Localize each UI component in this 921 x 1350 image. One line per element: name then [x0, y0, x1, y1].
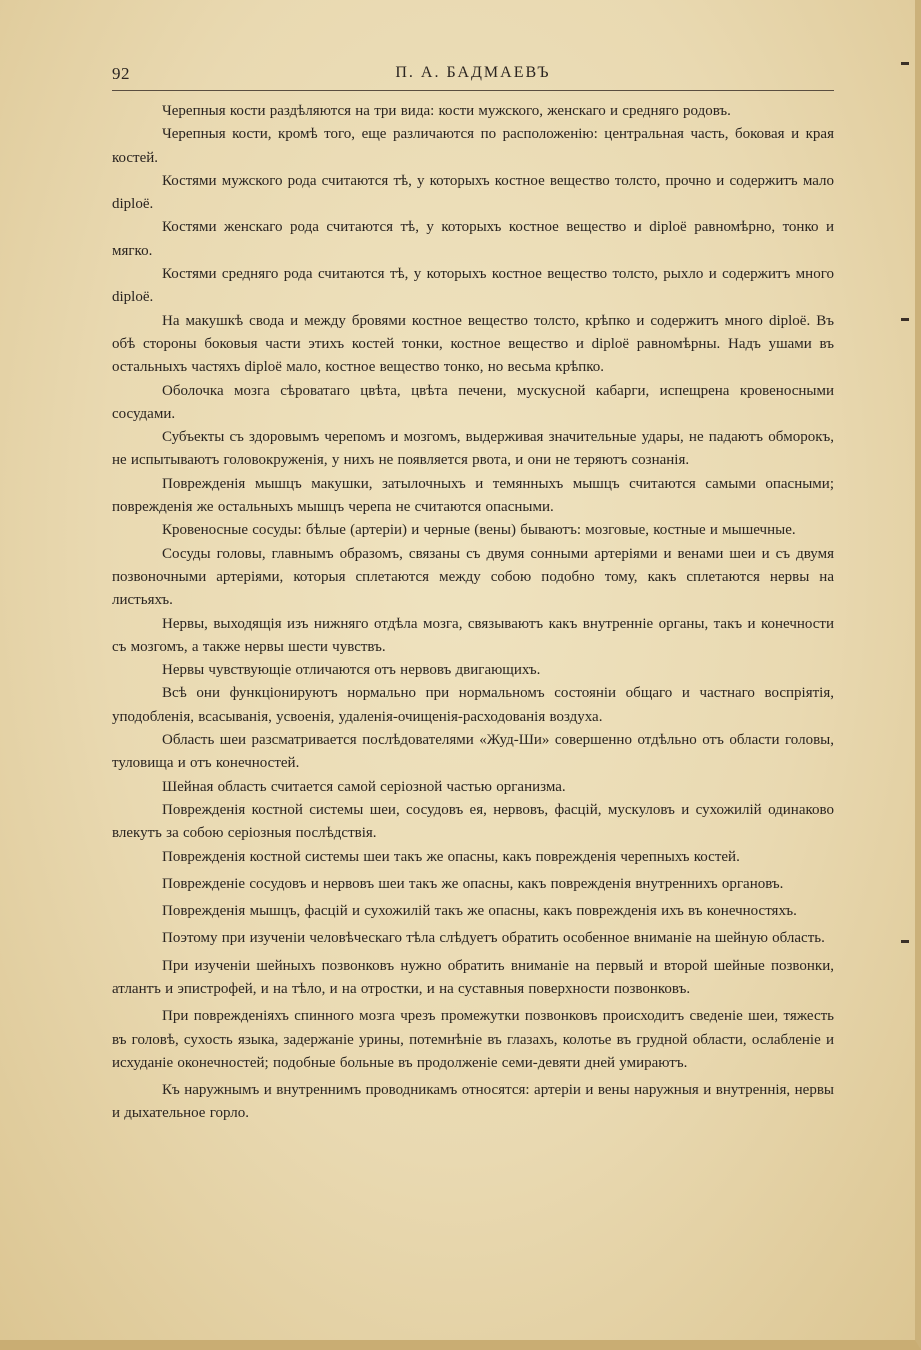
paragraph: Костями средняго рода считаются тѣ, у которыхъ костное вещество толсто, рыхло и содержитъ много diploё. [112, 266, 834, 306]
paragraph: Нервы, выходящія изъ нижняго отдѣла мозга, связываютъ какъ внутренніе органы, такъ и конечности съ мозгомъ, а также нервы шести чувствъ. [112, 615, 834, 655]
paragraph: Поврежденія мышцъ, фасцій и сухожилій такъ же опасны, какъ поврежденія ихъ въ конечностяхъ. [162, 903, 797, 920]
paragraph: Нервы чувствующіе отличаются отъ нервовъ двигающихъ. [162, 662, 541, 679]
paragraph: Костями мужского рода считаются тѣ, у которыхъ костное вещество толсто, прочно и содержитъ мало diploё. [112, 172, 834, 213]
body-text [112, 100, 834, 1126]
paragraph: Шейная область считается самой серіозной частью организма. [162, 778, 566, 795]
paragraph: Къ наружнымъ и внутреннимъ проводникамъ относятся: артеріи и вены наружныя и внутреннія, нервы и дыхательное горло. [112, 1082, 834, 1122]
page-header [112, 60, 834, 90]
paragraph: Поврежденіе сосудовъ и нервовъ шеи такъ же опасны, какъ поврежденія внутреннихъ органовъ. [162, 875, 784, 892]
paragraph: При поврежденіяхъ спинного мозга чрезъ промежутки позвонковъ происходитъ сведеніе шеи, тяжесть въ головѣ, сухость языка, задержаніе урины, потемнѣніе въ глазахъ, колотье въ грудной области, ослабленіе и исхуданіе оконечностей; подобные больные въ продолженіе семи-девяти дней умираютъ. [112, 1008, 834, 1071]
paragraph: Костями женскаго рода считаются тѣ, у которыхъ костное вещество и diploё равномѣрно, тонко и мягко. [112, 219, 834, 259]
paragraph: Оболочка мозга сѣроватаго цвѣта, цвѣта печени, мускусной кабарги, испещрена кровеносными сосудами. [112, 382, 834, 422]
paragraph: Черепныя кости, кромѣ того, еще различаются по расположенію: центральная часть, боковая и края костей. [112, 126, 834, 166]
running-head: П. А. БАДМАЕВЪ [395, 64, 551, 81]
paragraph: Поврежденія мышцъ макушки, затылочныхъ и темянныхъ мышцъ считаются самыми опасными; поврежденія же остальныхъ мышцъ черепа не считаются опасными. [112, 475, 834, 516]
paragraph: Кровеносные сосуды: бѣлые (артеріи) и черные (вены) бываютъ: мозговые, костные и мышечные. [162, 522, 796, 539]
paragraph: Всѣ они функціонируютъ нормально при нормальномъ состояніи общаго и частнаго воспріятія, уподобленія, всасыванія, усвоенія, удаленія-очищенія-расходованія воздуха. [112, 685, 834, 725]
paragraph: Поврежденія костной системы шеи, сосудовъ ея, нервовъ, фасцій, мускуловъ и сухожилій одинаково влекутъ за собою серіозныя послѣдствія. [112, 801, 834, 842]
paragraph: При изученіи шейныхъ позвонковъ нужно обратить вниманіе на первый и второй шейные позвонки, атлантъ и эпистрофей, и на тѣло, и на отростки, и на суставныя поверхности позвонковъ. [112, 957, 834, 997]
paragraph: На макушкѣ свода и между бровями костное вещество толсто, крѣпко и содержитъ много diploё. Въ обѣ стороны боковыя части этихъ костей тонки, костное вещество и diploё равномѣрны. Надъ ушами въ остальныхъ частяхъ diploё мало, костное вещество тонко, но весьма крѣпко. [112, 312, 834, 376]
paragraph: Поэтому при изученіи человѣческаго тѣла слѣдуетъ обратить особенное вниманіе на шейную область. [162, 930, 825, 947]
paragraph: Черепныя кости раздѣляются на три вида: кости мужского, женскаго и средняго родовъ. [162, 103, 731, 119]
page-edge-mark [901, 940, 909, 943]
page-number: 92 [112, 64, 130, 83]
page-edge-mark [901, 62, 909, 65]
paragraph: Область шеи разсматривается послѣдователями «Жуд-Ши» совершенно отдѣльно отъ области головы, туловища и отъ конечностей. [112, 732, 834, 772]
paragraph: Субъекты съ здоровымъ черепомъ и мозгомъ, выдерживая значительные удары, не падаютъ обморокъ, не испытываютъ головокруженія, у нихъ не появляется рвота, и они не теряютъ сознанія. [112, 429, 834, 469]
paragraph: Сосуды головы, главнымъ образомъ, связаны съ двумя сонными артеріями и венами шеи и съ двумя позвоночными артеріями, которыя сплетаются между собою подобно тому, какъ сплетаются нервы на листьяхъ. [112, 545, 834, 609]
page-edge-mark [901, 318, 909, 321]
header-rule [112, 90, 834, 91]
paragraph: Поврежденія костной системы шеи такъ же опасны, какъ поврежденія черепныхъ костей. [162, 848, 740, 865]
